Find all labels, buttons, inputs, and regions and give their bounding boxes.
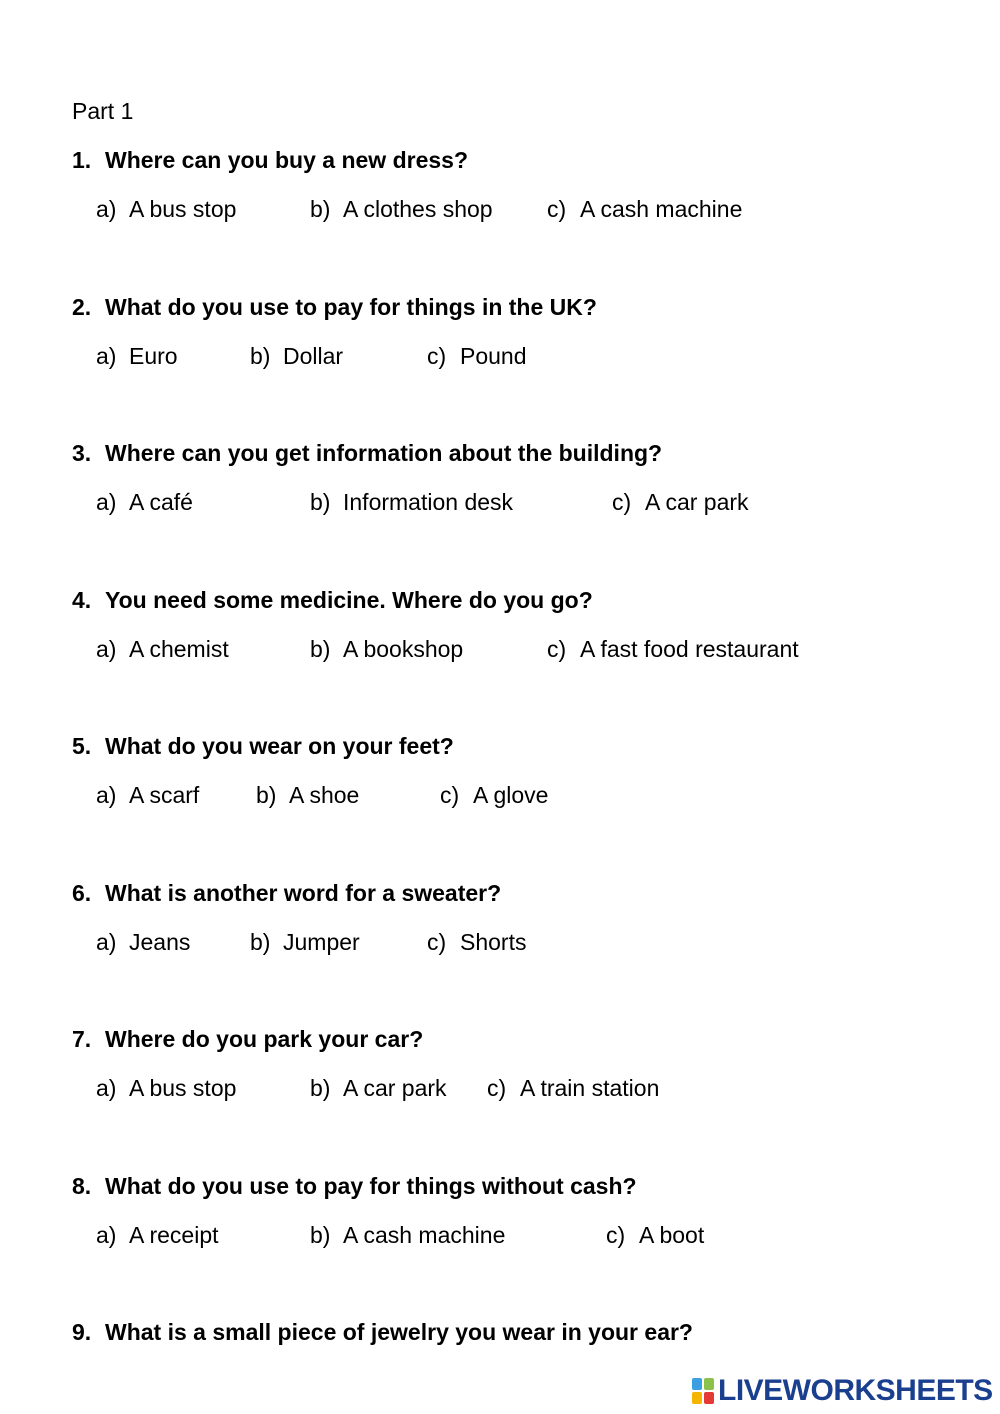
question-6	[0, 880, 1000, 980]
question-prompt: What is another word for a sweater?	[105, 880, 502, 906]
liveworksheets-logo-icon	[692, 1378, 714, 1404]
question-number: 1.	[72, 147, 92, 173]
option-letter: a)	[96, 489, 117, 515]
question-prompt: Where do you park your car?	[105, 1026, 424, 1052]
option-text: A bus stop	[129, 196, 237, 222]
question-text	[72, 880, 501, 907]
option-c[interactable]	[440, 782, 548, 809]
question-7	[0, 1026, 1000, 1126]
question-number: 9.	[72, 1319, 92, 1345]
option-c[interactable]	[547, 636, 799, 663]
option-letter: c)	[487, 1075, 507, 1101]
option-b[interactable]	[310, 1075, 447, 1102]
option-c[interactable]	[547, 196, 742, 223]
question-8	[0, 1173, 1000, 1273]
option-letter: c)	[547, 636, 567, 662]
option-b[interactable]	[250, 929, 360, 956]
logo-block-i	[704, 1378, 714, 1390]
option-text: A bookshop	[343, 636, 464, 662]
logo-block-e	[704, 1392, 714, 1404]
question-prompt: Where can you buy a new dress?	[105, 147, 468, 173]
option-letter: c)	[440, 782, 460, 808]
option-letter: b)	[310, 196, 331, 222]
option-b[interactable]	[310, 636, 463, 663]
option-a[interactable]	[96, 196, 236, 223]
option-text: A receipt	[129, 1222, 219, 1248]
liveworksheets-logo	[692, 1374, 993, 1408]
question-text	[72, 147, 468, 174]
question-prompt: Where can you get information about the building?	[105, 440, 663, 466]
option-c[interactable]	[427, 343, 527, 370]
option-letter: c)	[427, 343, 447, 369]
question-number: 3.	[72, 440, 92, 466]
option-a[interactable]	[96, 929, 190, 956]
option-letter: b)	[256, 782, 277, 808]
question-2	[0, 294, 1000, 394]
option-text: Shorts	[460, 929, 527, 955]
option-b[interactable]	[310, 1222, 505, 1249]
question-4	[0, 587, 1000, 687]
option-c[interactable]	[487, 1075, 659, 1102]
option-letter: b)	[310, 1222, 331, 1248]
option-letter: a)	[96, 929, 117, 955]
option-letter: a)	[96, 1222, 117, 1248]
option-b[interactable]	[310, 196, 493, 223]
option-text: A train station	[520, 1075, 660, 1101]
part-label: Part 1	[72, 98, 134, 124]
option-text: Euro	[129, 343, 178, 369]
option-text: Jumper	[283, 929, 360, 955]
option-b[interactable]	[310, 489, 513, 516]
question-prompt: What do you use to pay for things in the UK?	[105, 294, 597, 320]
option-text: A shoe	[289, 782, 360, 808]
question-text	[72, 1173, 637, 1200]
question-prompt: You need some medicine. Where do you go?	[105, 587, 593, 613]
question-prompt: What do you use to pay for things without cash?	[105, 1173, 637, 1199]
option-text: A café	[129, 489, 193, 515]
option-letter: a)	[96, 636, 117, 662]
option-text: Pound	[460, 343, 527, 369]
question-number: 4.	[72, 587, 92, 613]
option-letter: b)	[250, 343, 271, 369]
question-number: 2.	[72, 294, 92, 320]
option-letter: b)	[310, 489, 331, 515]
question-number: 8.	[72, 1173, 92, 1199]
logo-text: LIVEWORKSHEETS	[718, 1374, 993, 1407]
question-number: 5.	[72, 733, 92, 759]
option-letter: c)	[547, 196, 567, 222]
option-text: A chemist	[129, 636, 229, 662]
option-a[interactable]	[96, 1222, 219, 1249]
question-1	[0, 147, 1000, 247]
option-b[interactable]	[256, 782, 359, 809]
option-text: A cash machine	[343, 1222, 506, 1248]
question-text	[72, 733, 454, 760]
question-text	[72, 440, 662, 467]
option-text: A boot	[639, 1222, 705, 1248]
question-prompt: What do you wear on your feet?	[105, 733, 454, 759]
option-letter: a)	[96, 782, 117, 808]
option-text: Dollar	[283, 343, 344, 369]
option-text: A scarf	[129, 782, 200, 808]
option-a[interactable]	[96, 636, 229, 663]
option-letter: c)	[427, 929, 447, 955]
option-letter: a)	[96, 196, 117, 222]
option-text: A glove	[473, 782, 549, 808]
option-letter: a)	[96, 343, 117, 369]
option-text: A fast food restaurant	[580, 636, 799, 662]
option-text: Information desk	[343, 489, 514, 515]
option-letter: c)	[606, 1222, 626, 1248]
question-text	[72, 587, 593, 614]
option-text: Jeans	[129, 929, 191, 955]
option-a[interactable]	[96, 782, 199, 809]
option-c[interactable]	[427, 929, 526, 956]
question-number: 6.	[72, 880, 92, 906]
question-number: 7.	[72, 1026, 92, 1052]
option-text: A car park	[343, 1075, 447, 1101]
logo-block-v	[692, 1392, 702, 1404]
option-text: A bus stop	[129, 1075, 237, 1101]
option-a[interactable]	[96, 489, 193, 516]
question-prompt: What is a small piece of jewelry you wear in your ear?	[105, 1319, 693, 1345]
option-letter: b)	[310, 1075, 331, 1101]
option-text: A clothes shop	[343, 196, 493, 222]
option-letter: a)	[96, 1075, 117, 1101]
option-letter: b)	[310, 636, 331, 662]
option-c[interactable]	[612, 489, 749, 516]
logo-block-l	[692, 1378, 702, 1390]
question-text	[72, 294, 597, 321]
question-9	[0, 1319, 1000, 1359]
option-a[interactable]	[96, 343, 178, 370]
option-text: A cash machine	[580, 196, 743, 222]
option-a[interactable]	[96, 1075, 236, 1102]
option-text: A car park	[645, 489, 749, 515]
question-3	[0, 440, 1000, 540]
option-letter: c)	[612, 489, 632, 515]
question-5	[0, 733, 1000, 833]
option-b[interactable]	[250, 343, 343, 370]
question-text	[72, 1319, 693, 1346]
question-text	[72, 1026, 423, 1053]
option-c[interactable]	[606, 1222, 704, 1249]
option-letter: b)	[250, 929, 271, 955]
